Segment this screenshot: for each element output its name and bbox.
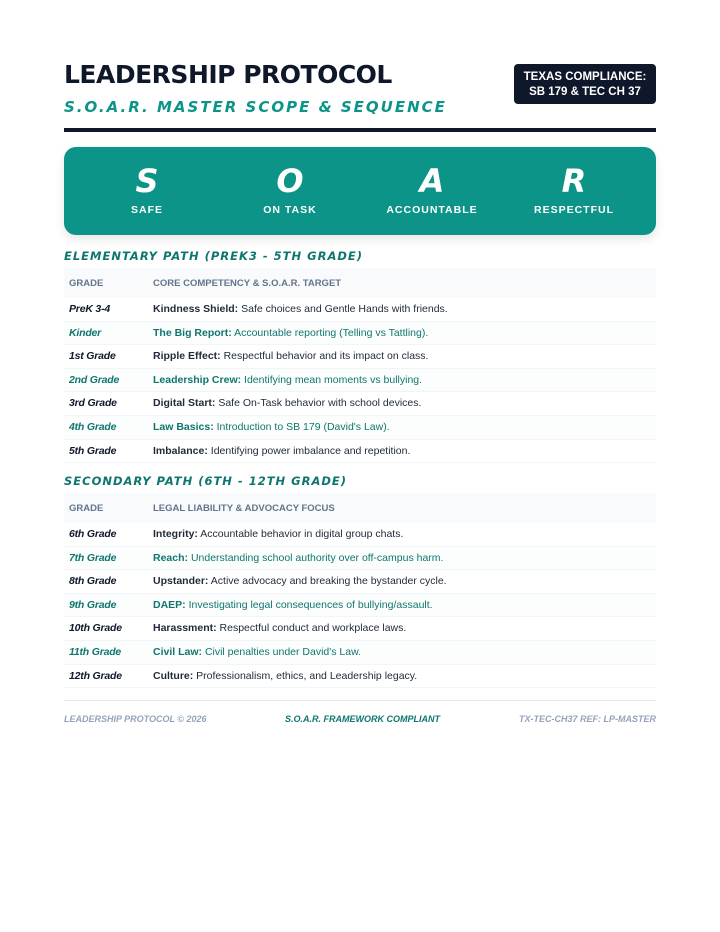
footer-copyright: LEADERSHIP PROTOCOL © 2026	[64, 714, 207, 724]
column-header-focus: CORE COMPETENCY & S.O.A.R. TARGET	[153, 278, 342, 289]
focus-label: Culture:	[153, 669, 194, 682]
competency-label: Digital Start:	[153, 397, 216, 410]
soar-item-accountable	[362, 161, 502, 216]
description-cell	[153, 552, 443, 564]
focus-label: Upstander:	[153, 575, 209, 588]
soar-word: RESPECTFUL	[533, 204, 614, 216]
page-subtitle: S.O.A.R. MASTER SCOPE & SEQUENCE	[64, 98, 447, 116]
elementary-table	[64, 268, 656, 463]
competency-label: The Big Report:	[153, 326, 232, 339]
focus-label: DAEP:	[153, 598, 186, 611]
competency-text: Safe On-Task behavior with school devices.	[218, 397, 422, 410]
table-header	[64, 493, 656, 523]
elementary-section-title: ELEMENTARY PATH (PREK3 - 5TH GRADE)	[64, 249, 656, 270]
grade-cell: 1st Grade	[69, 350, 116, 363]
grade-cell: 3rd Grade	[69, 397, 117, 410]
focus-text: Active advocacy and breaking the bystander cycle.	[210, 575, 447, 588]
table-row	[64, 345, 656, 369]
focus-text: Accountable behavior in digital group chats.	[200, 528, 404, 540]
competency-label: Imbalance:	[153, 444, 208, 457]
table-row	[64, 617, 656, 641]
table-row	[64, 594, 656, 618]
table-row	[64, 523, 656, 547]
competency-text: Identifying mean moments vs bullying.	[244, 373, 423, 386]
footer	[64, 700, 656, 728]
soar-letter: A	[419, 162, 445, 200]
table-row	[64, 641, 656, 665]
soar-letter: O	[276, 162, 304, 200]
description-cell	[153, 350, 428, 362]
description-cell	[153, 374, 422, 386]
table-row	[64, 570, 656, 594]
grade-cell: Kinder	[69, 326, 102, 339]
soar-item-safe	[77, 161, 217, 216]
footer-reference: TX-TEC-CH37 REF: LP-MASTER	[519, 714, 656, 724]
competency-text: Accountable reporting (Telling vs Tattling).	[234, 326, 429, 339]
table-row	[64, 416, 656, 440]
description-cell	[153, 303, 448, 315]
footer-compliance: S.O.A.R. FRAMEWORK COMPLIANT	[285, 714, 440, 724]
secondary-table	[64, 493, 656, 688]
focus-text: Understanding school authority over off-campus harm.	[190, 551, 444, 564]
description-cell	[153, 670, 417, 682]
soar-item-respectful	[504, 161, 644, 216]
compliance-badge	[514, 64, 656, 104]
competency-label: Ripple Effect:	[153, 350, 221, 363]
description-cell	[153, 622, 406, 634]
grade-cell: 10th Grade	[69, 622, 122, 635]
table-row	[64, 440, 656, 464]
compliance-line-1: TEXAS COMPLIANCE:	[523, 71, 647, 83]
soar-letter: S	[135, 162, 159, 200]
table-row	[64, 392, 656, 416]
soar-item-on-task	[220, 161, 360, 216]
table-row	[64, 298, 656, 322]
compliance-line-2: SB 179 & TEC CH 37	[529, 86, 641, 98]
soar-panel	[64, 147, 656, 235]
grade-cell: 6th Grade	[69, 528, 117, 540]
grade-cell: 4th Grade	[69, 420, 117, 433]
column-header-focus: LEGAL LIABILITY & ADVOCACY FOCUS	[153, 503, 335, 514]
table-row	[64, 369, 656, 393]
soar-word: ACCOUNTABLE	[386, 204, 478, 216]
table-header	[64, 268, 656, 298]
competency-label: Law Basics:	[153, 420, 214, 433]
soar-word: ON TASK	[263, 204, 317, 216]
focus-label: Harassment:	[153, 622, 217, 635]
grade-cell: PreK 3-4	[69, 303, 111, 315]
description-cell	[153, 646, 361, 658]
description-cell	[153, 397, 421, 409]
description-cell	[153, 599, 433, 611]
competency-text: Respectful behavior and its impact on class.	[223, 350, 429, 363]
competency-label: Leadership Crew:	[153, 373, 242, 386]
description-cell	[153, 445, 410, 457]
competency-text: Introduction to SB 179 (David's Law).	[216, 420, 390, 433]
competency-text: Identifying power imbalance and repetition.	[210, 444, 411, 457]
focus-label: Reach:	[153, 551, 189, 564]
focus-label: Integrity:	[153, 528, 198, 540]
description-cell	[153, 327, 428, 339]
competency-label: Kindness Shield:	[153, 303, 239, 315]
soar-letter: R	[561, 162, 587, 200]
focus-text: Professionalism, ethics, and Leadership legacy.	[196, 669, 418, 682]
grade-cell: 11th Grade	[69, 645, 122, 658]
grade-cell: 2nd Grade	[69, 373, 120, 386]
column-header-grade: GRADE	[69, 503, 104, 514]
focus-label: Civil Law:	[153, 645, 203, 658]
grade-cell: 5th Grade	[69, 444, 117, 457]
column-header-grade: GRADE	[69, 278, 104, 289]
table-row	[64, 322, 656, 346]
grade-cell: 9th Grade	[69, 598, 117, 611]
header-divider	[64, 128, 656, 132]
grade-cell: 12th Grade	[69, 669, 122, 682]
grade-cell: 7th Grade	[69, 551, 117, 564]
focus-text: Civil penalties under David's Law.	[204, 645, 362, 658]
competency-text: Safe choices and Gentle Hands with friends.	[241, 303, 448, 315]
focus-text: Respectful conduct and workplace laws.	[219, 622, 407, 635]
description-cell	[153, 575, 447, 587]
grade-cell: 8th Grade	[69, 575, 117, 588]
table-row	[64, 665, 656, 689]
header	[64, 60, 656, 120]
table-row	[64, 547, 656, 571]
focus-text: Investigating legal consequences of bullying/assault.	[188, 598, 433, 611]
secondary-section-title: SECONDARY PATH (6TH - 12TH GRADE)	[64, 474, 656, 495]
soar-word: SAFE	[130, 204, 163, 216]
description-cell	[153, 421, 390, 433]
page-title: LEADERSHIP PROTOCOL	[64, 60, 392, 89]
description-cell	[153, 528, 403, 540]
